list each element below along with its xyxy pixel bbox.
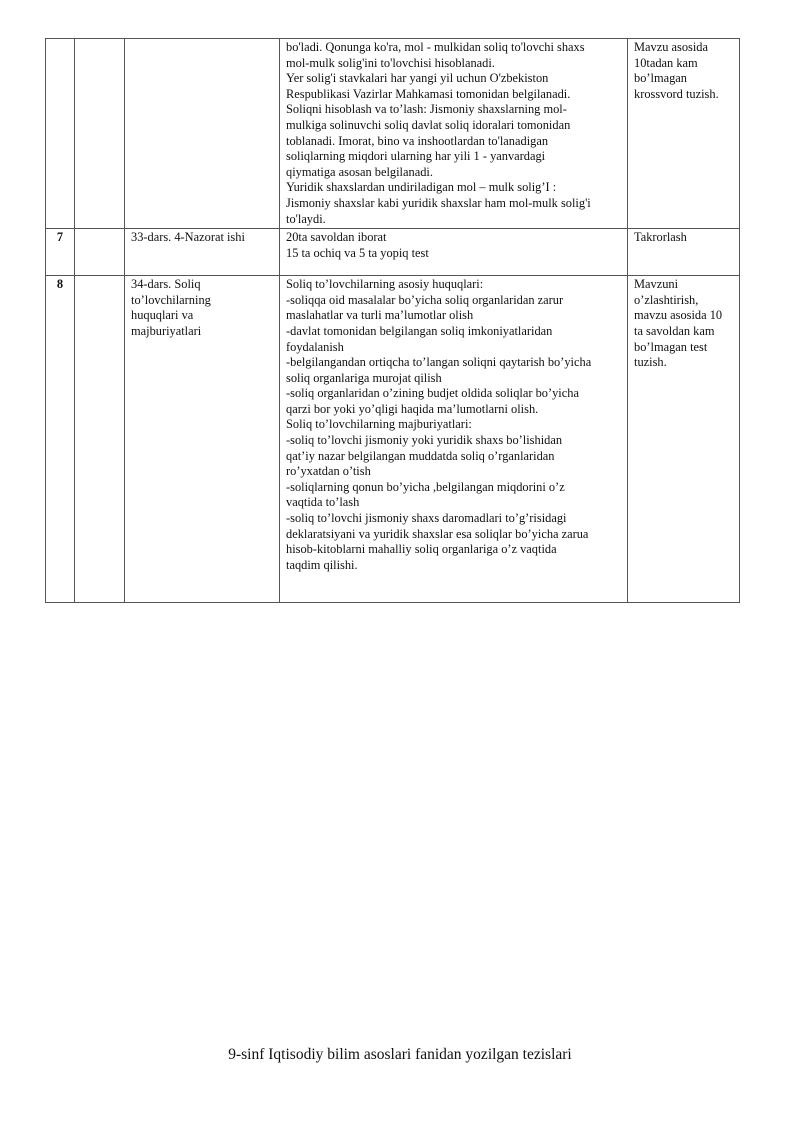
- notes-line: mavzu asosida 10: [634, 308, 723, 323]
- content-line: 20ta savoldan iborat: [286, 230, 387, 245]
- content-line: -belgilangandan ortiqcha to’langan soliqni qaytarish bo’yicha: [286, 355, 592, 370]
- content-line: foydalanish: [286, 339, 344, 354]
- content-line: Soliqni hisoblash va to’lash: Jismoniy shaxslarning mol-: [286, 102, 567, 117]
- content-line: -soliq to’lovchi jismoniy yoki yuridik shaxs bo’lishidan: [286, 433, 563, 448]
- notes-cell: [628, 276, 740, 603]
- lesson-plan-table: [45, 38, 740, 603]
- notes-line: Takrorlash: [634, 230, 687, 245]
- content-line: -soliq to’lovchi jismoniy shaxs daromadlari to’g’risidagi: [286, 511, 567, 526]
- content-line: bo'ladi. Qonunga ko'ra, mol - mulkidan soliq to'lovchi shaxs: [286, 40, 585, 54]
- topic-cell: [125, 229, 280, 276]
- content-line: mulkiga solinuvchi soliq davlat soliq idoralari tomonidan: [286, 117, 571, 132]
- notes-line: tuzish.: [634, 355, 667, 370]
- content-cell: [280, 39, 628, 229]
- content-line: hisob-kitoblarni mahalliy soliq organlariga o’z vaqtida: [286, 542, 557, 557]
- notes-line: 10tadan kam: [634, 55, 698, 70]
- content-line: -soliqqa oid masalalar bo’yicha soliq organlaridan zarur: [286, 292, 564, 307]
- notes-line: krossvord tuzish.: [634, 86, 719, 101]
- topic-line: 33-dars. 4-Nazorat ishi: [131, 230, 245, 245]
- topic-line: 34-dars. Soliq: [131, 277, 201, 292]
- notes-line: ta savoldan kam: [634, 323, 715, 338]
- notes-line: bo’lmagan test: [634, 339, 708, 354]
- table-row: [46, 229, 740, 276]
- content-line: taqdim qilishi.: [286, 557, 358, 572]
- content-line: ro’yxatdan o’tish: [286, 464, 371, 479]
- table-row: [46, 39, 740, 229]
- topic-line: majburiyatlari: [131, 323, 202, 338]
- content-line: Yuridik shaxslardan undiriladigan mol – mulk solig’I :: [286, 180, 557, 195]
- content-line: Soliq to’lovchilarning asosiy huquqlari:: [286, 277, 484, 292]
- notes-line: Mavzu asosida: [634, 40, 708, 54]
- footer-caption: 9-sinf Iqtisodiy bilim asoslari fanidan yozilgan tezislari: [228, 1046, 572, 1063]
- content-line: mol-mulk solig'ini to'lovchisi hisoblanadi.: [286, 55, 495, 70]
- content-line: deklaratsiyani va yuridik shaxslar esa soliqlar bo’yicha zarua: [286, 526, 589, 541]
- empty-cell: [75, 39, 125, 229]
- table-row: [46, 276, 740, 603]
- content-line: Jismoniy shaxslar kabi yuridik shaxslar ham mol-mulk solig'i: [286, 195, 591, 210]
- row-number-cell: 7: [46, 229, 75, 276]
- content-line: vaqtida to’lash: [286, 495, 360, 510]
- empty-cell: [75, 229, 125, 276]
- notes-line: bo’lmagan: [634, 71, 687, 86]
- row-number-cell: [46, 39, 75, 229]
- content-line: qiymatiga asosan belgilanadi.: [286, 164, 433, 179]
- notes-cell: [628, 39, 740, 229]
- notes-line: o’zlashtirish,: [634, 292, 699, 307]
- content-line: soliqlarning miqdori ularning har yili 1 - yanvardagi: [286, 149, 546, 164]
- topic-line: huquqlari va: [131, 308, 194, 323]
- empty-cell: [75, 276, 125, 603]
- notes-cell: [628, 229, 740, 276]
- content-line: 15 ta ochiq va 5 ta yopiq test: [286, 245, 429, 260]
- content-cell: [280, 229, 628, 276]
- topic-cell: [125, 39, 280, 229]
- notes-line: Mavzuni: [634, 277, 679, 292]
- content-line: -soliqlarning qonun bo’yicha ,belgilangan miqdorini o’z: [286, 479, 565, 494]
- content-line: -soliq organlaridan o’zining budjet oldida soliqlar bo’yicha: [286, 386, 579, 401]
- content-line: Soliq to’lovchilarning majburiyatlari:: [286, 417, 472, 432]
- content-line: qarzi bor yoki yo’qligi haqida ma’lumotlarni olish.: [286, 401, 539, 416]
- content-line: toblanadi. Imorat, bino va inshootlardan to'lanadigan: [286, 133, 549, 148]
- content-cell: [280, 276, 628, 603]
- content-line: maslahatlar va turli ma’lumotlar olish: [286, 308, 474, 323]
- content-line: to'laydi.: [286, 211, 326, 226]
- content-line: Yer solig'i stavkalari har yangi yil uchun O'zbekiston: [286, 71, 549, 86]
- topic-cell: [125, 276, 280, 603]
- content-line: -davlat tomonidan belgilangan soliq imkoniyatlaridan: [286, 323, 553, 338]
- topic-line: to’lovchilarning: [131, 292, 211, 307]
- content-line: qat’iy nazar belgilangan muddatda soliq o’rganlaridan: [286, 448, 555, 463]
- content-line: soliq organlariga murojat qilish: [286, 370, 442, 385]
- row-number-cell: 8: [46, 276, 75, 603]
- content-line: Respublikasi Vazirlar Mahkamasi tomonidan belgilanadi.: [286, 86, 571, 101]
